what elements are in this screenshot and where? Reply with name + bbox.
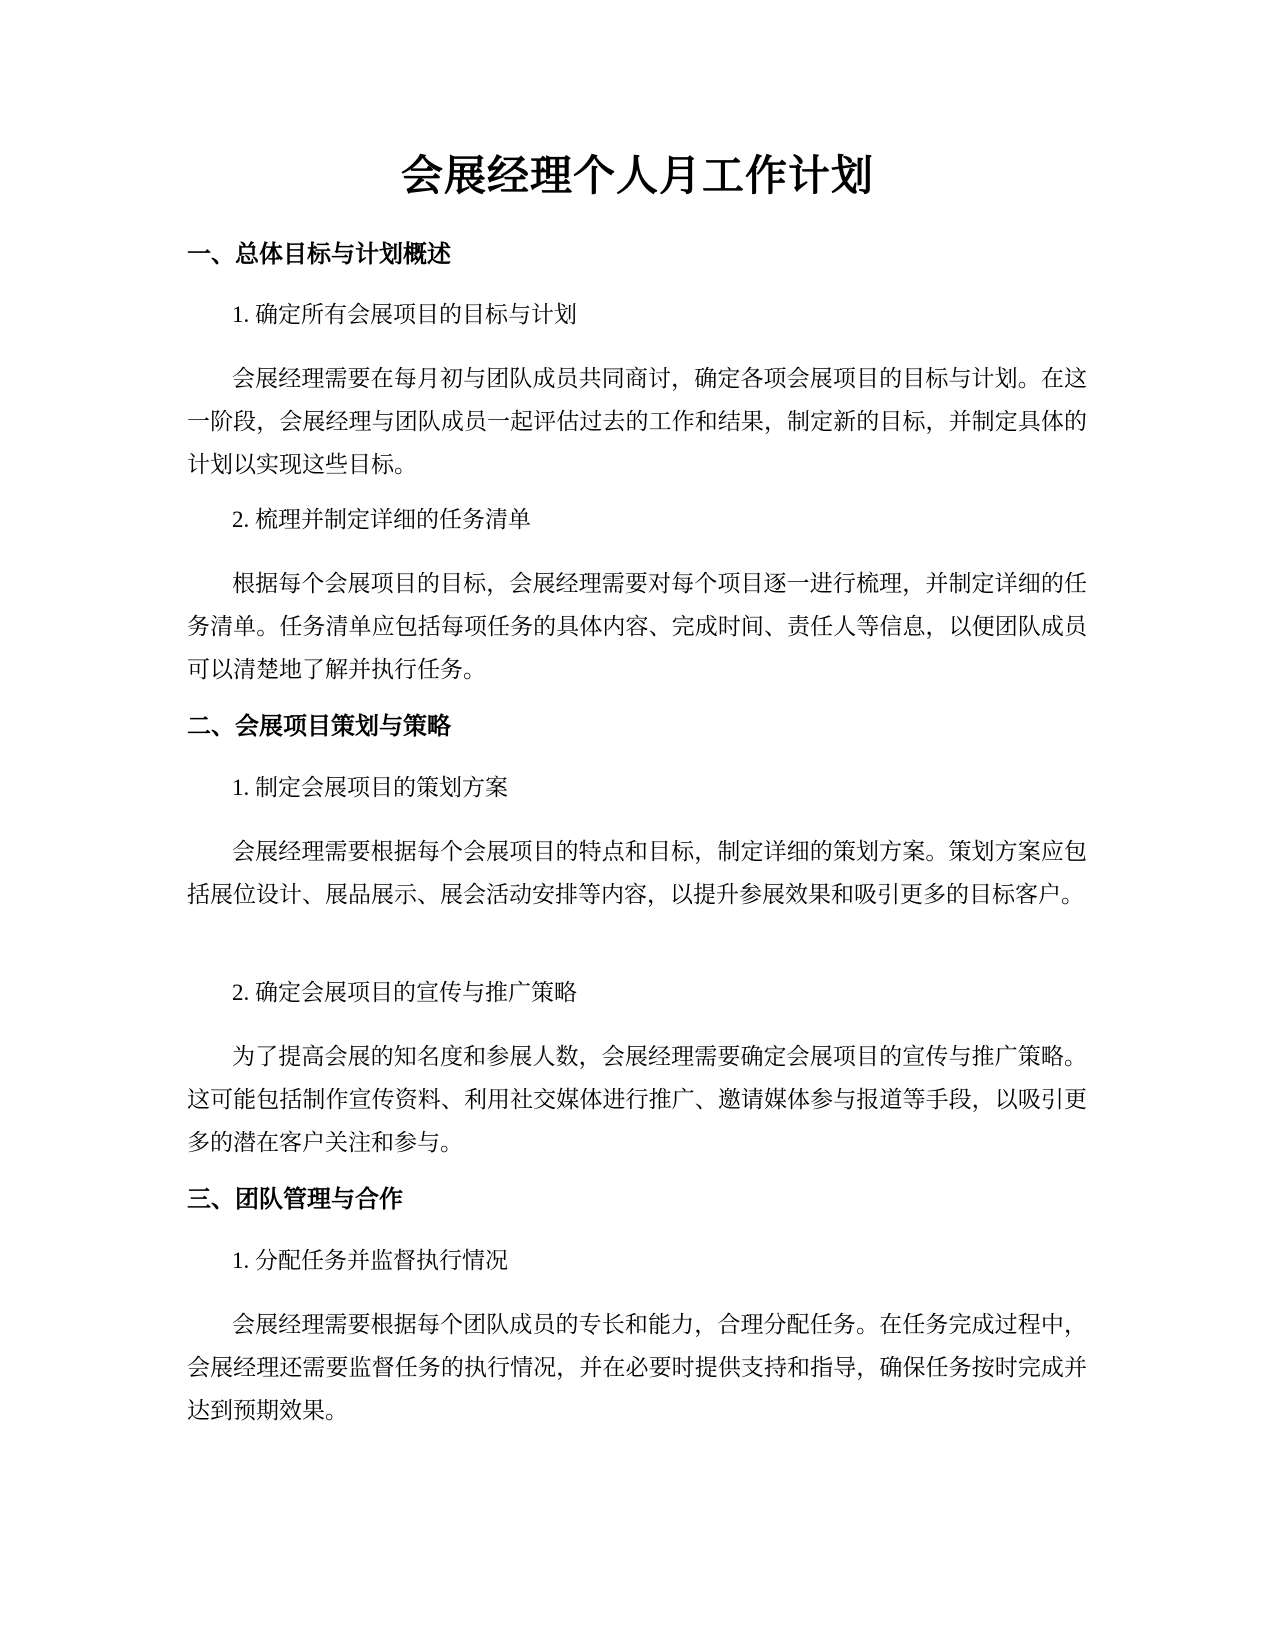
section-heading: 一、总体目标与计划概述 <box>187 240 451 268</box>
subsection-label: 1. 分配任务并监督执行情况 <box>232 1248 508 1273</box>
section-heading: 三、团队管理与合作 <box>187 1185 403 1213</box>
document-title: 会展经理个人月工作计划 <box>400 151 874 200</box>
subsection-label: 2. 梳理并制定详细的任务清单 <box>232 507 531 532</box>
subsection-label: 2. 确定会展项目的宣传与推广策略 <box>232 980 577 1005</box>
body-paragraph: 会展经理需要根据每个团队成员的专长和能力，合理分配任务。在任务完成过程中，会展经理还需要监督任务的执行情况，并在必要时提供支持和指导，确保任务按时完成并达到预期效果。 <box>187 1312 1087 1423</box>
body-paragraph: 根据每个会展项目的目标，会展经理需要对每个项目逐一进行梳理，并制定详细的任务清单。任务清单应包括每项任务的具体内容、完成时间、责任人等信息，以便团队成员可以清楚地了解并执行任务。 <box>187 571 1087 682</box>
body-paragraph: 为了提高会展的知名度和参展人数，会展经理需要确定会展项目的宣传与推广策略。这可能包括制作宣传资料、利用社交媒体进行推广、邀请媒体参与报道等手段，以吸引更多的潜在客户关注和参与。 <box>187 1044 1087 1155</box>
section-heading: 二、会展项目策划与策略 <box>187 712 451 740</box>
body-paragraph: 会展经理需要根据每个会展项目的特点和目标，制定详细的策划方案。策划方案应包括展位设计、展品展示、展会活动安排等内容，以提升参展效果和吸引更多的目标客户。 <box>187 839 1087 907</box>
subsection-label: 1. 确定所有会展项目的目标与计划 <box>232 302 577 327</box>
body-paragraph: 会展经理需要在每月初与团队成员共同商讨，确定各项会展项目的目标与计划。在这一阶段，会展经理与团队成员一起评估过去的工作和结果，制定新的目标，并制定具体的计划以实现这些目标。 <box>187 366 1087 477</box>
subsection-label: 1. 制定会展项目的策划方案 <box>232 775 508 800</box>
